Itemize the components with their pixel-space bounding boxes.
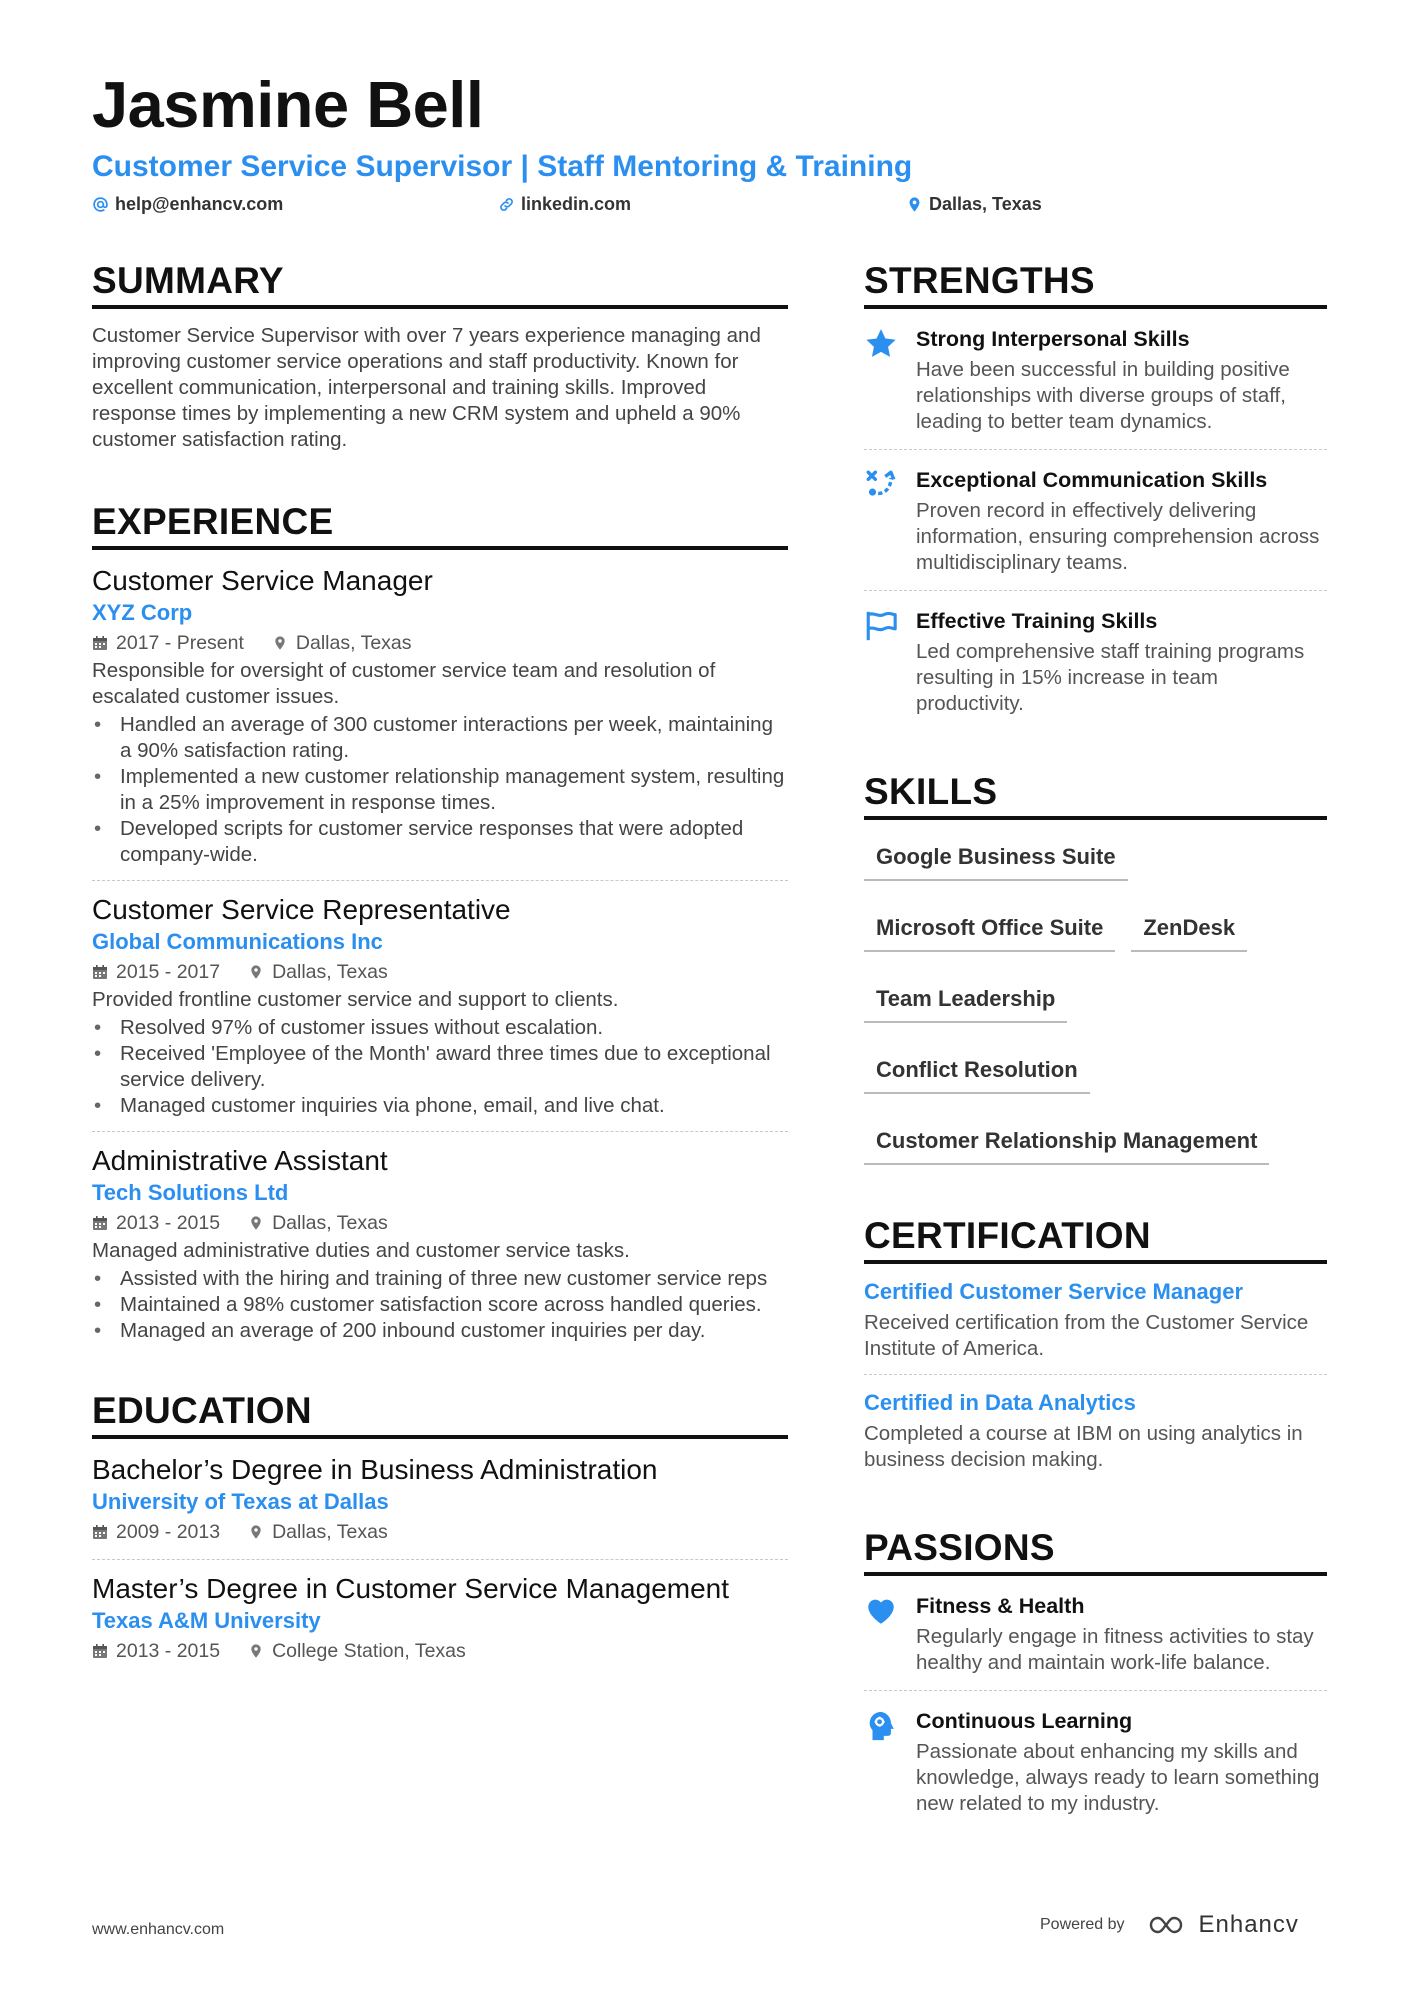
contact-location xyxy=(906,194,1042,215)
strategy-icon xyxy=(864,468,898,502)
passion-desc: Passionate about enhancing my skills and knowledge, always ready to learn something new related to my industry. xyxy=(916,1740,1320,1815)
company-name: XYZ Corp xyxy=(92,600,193,625)
job-description: Provided frontline customer service and support to clients. xyxy=(92,988,619,1011)
education-heading: EDUCATION xyxy=(92,1392,788,1439)
certification-title: Certified Customer Service Manager xyxy=(864,1279,1244,1304)
skills-heading: SKILLS xyxy=(864,773,1327,820)
left-column xyxy=(92,262,788,1690)
footer-branding xyxy=(1040,1911,1299,1939)
passion-desc: Regularly engage in fitness activities to stay healthy and maintain work-life balance. xyxy=(916,1625,1314,1674)
degree-title: Bachelor’s Degree in Business Administration xyxy=(92,1454,658,1485)
link-icon xyxy=(498,196,515,213)
job-entry xyxy=(92,1144,788,1356)
certification-heading: CERTIFICATION xyxy=(864,1217,1327,1264)
job-description: Responsible for oversight of customer service team and resolution of escalated customer issues. xyxy=(92,659,716,708)
bullet-item: • Managed customer inquiries via phone, email, and live chat. xyxy=(92,1093,788,1119)
school-name: University of Texas at Dallas xyxy=(92,1489,389,1514)
bullet-item: • Received 'Employee of the Month' award three times due to exceptional service delivery. xyxy=(92,1041,788,1093)
job-entry xyxy=(92,564,788,881)
contact-email[interactable] xyxy=(92,194,283,215)
passion-title: Fitness & Health xyxy=(916,1594,1085,1618)
certification-section xyxy=(864,1217,1327,1485)
job-title: Customer Service Manager xyxy=(92,565,433,596)
skill-tag: Microsoft Office Suite xyxy=(864,909,1115,952)
calendar-icon xyxy=(92,1524,108,1540)
infinity-logo-icon xyxy=(1147,1913,1191,1937)
head-learning-icon xyxy=(864,1709,898,1743)
bullet-item: • Developed scripts for customer service responses that were adopted company-wide. xyxy=(92,816,788,868)
company-name: Global Communications Inc xyxy=(92,929,383,954)
heart-icon xyxy=(864,1594,898,1628)
education-list xyxy=(92,1453,788,1678)
strengths-list xyxy=(864,309,1327,731)
skills-section xyxy=(864,773,1327,1165)
job-dates: 2013 - 2015 xyxy=(116,1212,221,1234)
location-pin-icon xyxy=(272,635,288,651)
passions-list xyxy=(864,1576,1327,1831)
degree-title: Master’s Degree in Customer Service Management xyxy=(92,1573,730,1604)
skill-tag: Conflict Resolution xyxy=(864,1051,1090,1094)
education-meta xyxy=(92,1636,788,1666)
location-text: Dallas, Texas xyxy=(929,194,1042,214)
education-meta xyxy=(92,1517,788,1547)
job-bullets xyxy=(92,712,788,868)
location-pin-icon xyxy=(906,196,923,213)
job-meta xyxy=(92,957,788,987)
enhancv-logo[interactable] xyxy=(1147,1911,1299,1939)
education-dates: 2009 - 2013 xyxy=(116,1521,221,1543)
candidate-title: Customer Service Supervisor | Staff Mentoring & Training xyxy=(92,150,913,183)
education-entry xyxy=(92,1572,788,1678)
job-dates: 2015 - 2017 xyxy=(116,961,221,983)
bullet-item: • Managed an average of 200 inbound customer inquiries per day. xyxy=(92,1318,788,1344)
school-name: Texas A&M University xyxy=(92,1608,321,1633)
candidate-name: Jasmine Bell xyxy=(92,68,484,141)
passions-section xyxy=(864,1529,1327,1831)
brand-name: Enhancv xyxy=(1198,1911,1299,1938)
education-location: College Station, Texas xyxy=(272,1640,466,1662)
contact-linkedin[interactable] xyxy=(498,194,631,215)
education-entry xyxy=(92,1453,788,1560)
location-pin-icon xyxy=(248,1524,264,1540)
bullet-item: • Implemented a new customer relationship management system, resulting in a 25% improvement in response times. xyxy=(92,764,788,816)
calendar-icon xyxy=(92,964,108,980)
linkedin-text: linkedin.com xyxy=(521,194,632,214)
strengths-heading: STRENGTHS xyxy=(864,262,1327,309)
bullet-item: • Resolved 97% of customer issues without escalation. xyxy=(92,1015,788,1041)
job-bullets xyxy=(92,1015,788,1119)
passion-item xyxy=(864,1576,1327,1691)
skill-tag: ZenDesk xyxy=(1131,909,1247,952)
summary-text: Customer Service Supervisor with over 7 years experience managing and improving customer service operations and staff productivity. Known for excellent communication, interpersonal and training skills. Improved response times by implementing a new CRM system and upheld a 90% customer satisfaction rating. xyxy=(92,324,761,451)
job-title: Administrative Assistant xyxy=(92,1145,388,1176)
certification-desc: Received certification from the Customer Service Institute of America. xyxy=(864,1311,1309,1360)
bullet-item: • Handled an average of 300 customer interactions per week, maintaining a 90% satisfaction rating. xyxy=(92,712,788,764)
strength-item xyxy=(864,309,1327,450)
certification-desc: Completed a course at IBM on using analytics in business decision making. xyxy=(864,1422,1303,1471)
summary-section xyxy=(92,262,788,453)
strength-title: Exceptional Communication Skills xyxy=(916,468,1268,492)
strength-desc: Proven record in effectively delivering information, ensuring comprehension across multidisciplinary teams. xyxy=(916,499,1320,574)
bullet-item: • Maintained a 98% customer satisfaction score across handled queries. xyxy=(92,1292,788,1318)
calendar-icon xyxy=(92,1215,108,1231)
education-location: Dallas, Texas xyxy=(272,1521,388,1543)
email-text: help@enhancv.com xyxy=(115,194,284,214)
experience-list xyxy=(92,564,788,1356)
calendar-icon xyxy=(92,1643,108,1659)
at-icon xyxy=(92,196,109,213)
job-entry xyxy=(92,893,788,1132)
job-bullets xyxy=(92,1266,788,1344)
passion-title: Continuous Learning xyxy=(916,1709,1133,1733)
passion-item xyxy=(864,1691,1327,1831)
company-name: Tech Solutions Ltd xyxy=(92,1180,289,1205)
job-meta xyxy=(92,628,788,658)
passions-heading: PASSIONS xyxy=(864,1529,1327,1576)
bullet-item: • Assisted with the hiring and training of three new customer service reps xyxy=(92,1266,788,1292)
location-pin-icon xyxy=(248,1643,264,1659)
strength-item xyxy=(864,591,1327,731)
job-description: Managed administrative duties and customer service tasks. xyxy=(92,1239,630,1262)
location-pin-icon xyxy=(248,964,264,980)
strength-title: Strong Interpersonal Skills xyxy=(916,327,1190,351)
summary-heading: SUMMARY xyxy=(92,262,788,309)
job-dates: 2017 - Present xyxy=(116,632,244,654)
skills-list xyxy=(864,820,1327,1165)
star-icon xyxy=(864,327,898,361)
calendar-icon xyxy=(92,635,108,651)
job-title: Customer Service Representative xyxy=(92,894,511,925)
strength-item xyxy=(864,450,1327,591)
skill-tag: Customer Relationship Management xyxy=(864,1122,1269,1165)
strength-title: Effective Training Skills xyxy=(916,609,1158,633)
flag-icon xyxy=(864,609,898,643)
education-dates: 2013 - 2015 xyxy=(116,1640,221,1662)
experience-section xyxy=(92,503,788,1356)
job-location: Dallas, Texas xyxy=(295,632,412,654)
right-column xyxy=(864,262,1327,1831)
education-section xyxy=(92,1392,788,1678)
strength-desc: Led comprehensive staff training programs resulting in 15% increase in team productivity. xyxy=(916,640,1305,715)
location-pin-icon xyxy=(248,1215,264,1231)
certification-title: Certified in Data Analytics xyxy=(864,1390,1136,1415)
certification-item xyxy=(864,1375,1327,1485)
skill-tag: Google Business Suite xyxy=(864,838,1128,881)
footer-website[interactable]: www.enhancv.com xyxy=(92,1921,225,1938)
certification-list xyxy=(864,1264,1327,1485)
strengths-section xyxy=(864,262,1327,731)
strength-desc: Have been successful in building positive relationships with diverse groups of staff, leading to better team dynamics. xyxy=(916,358,1290,433)
experience-heading: EXPERIENCE xyxy=(92,503,788,550)
skill-tag: Team Leadership xyxy=(864,980,1067,1023)
job-location: Dallas, Texas xyxy=(272,1212,388,1234)
powered-by-text: Powered by xyxy=(1040,1916,1125,1933)
job-meta xyxy=(92,1208,788,1238)
certification-item xyxy=(864,1264,1327,1375)
job-location: Dallas, Texas xyxy=(272,961,388,983)
